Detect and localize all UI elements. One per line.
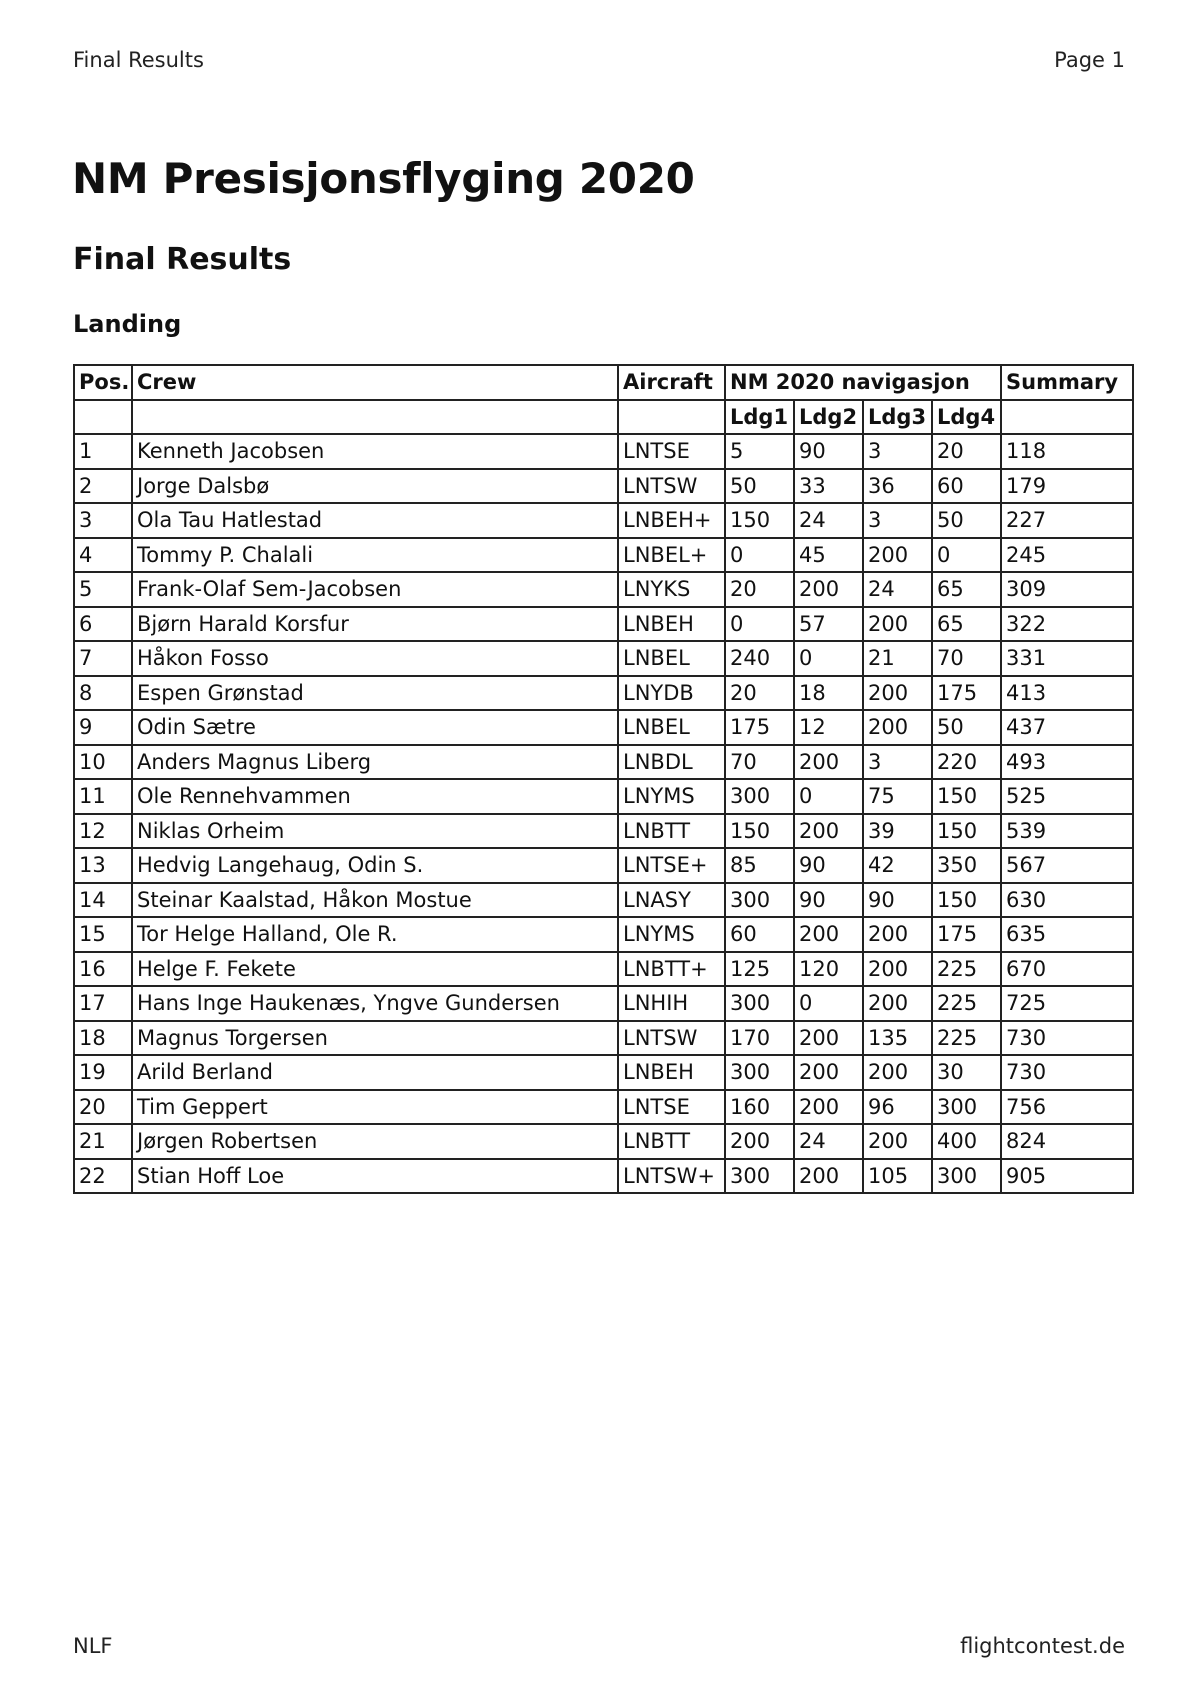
subheader-row [74, 400, 1133, 435]
cell-crew: Espen Grønstad [132, 676, 618, 711]
cell-pos: 17 [74, 986, 132, 1021]
results-table [73, 364, 1134, 1194]
cell-ldg2: 90 [794, 434, 863, 469]
cell-summary: 635 [1001, 917, 1133, 952]
table-row [74, 572, 1133, 607]
cell-aircraft: LNBTT [618, 814, 725, 849]
page-subtitle: Final Results [73, 242, 292, 277]
cell-ldg2: 18 [794, 676, 863, 711]
cell-crew: Arild Berland [132, 1055, 618, 1090]
cell-ldg3: 200 [863, 676, 932, 711]
cell-pos: 8 [74, 676, 132, 711]
table-row [74, 710, 1133, 745]
cell-ldg2: 120 [794, 952, 863, 987]
cell-crew: Odin Sætre [132, 710, 618, 745]
cell-pos: 18 [74, 1021, 132, 1056]
table-row [74, 848, 1133, 883]
cell-summary: 525 [1001, 779, 1133, 814]
table-row [74, 434, 1133, 469]
cell-crew: Niklas Orheim [132, 814, 618, 849]
cell-ldg4: 70 [932, 641, 1001, 676]
cell-aircraft: LNBDL [618, 745, 725, 780]
cell-crew: Ola Tau Hatlestad [132, 503, 618, 538]
cell-aircraft: LNHIH [618, 986, 725, 1021]
page-number: Page 1 [1054, 48, 1125, 72]
cell-summary: 227 [1001, 503, 1133, 538]
table-row [74, 883, 1133, 918]
cell-ldg3: 200 [863, 607, 932, 642]
cell-pos: 19 [74, 1055, 132, 1090]
cell-ldg3: 42 [863, 848, 932, 883]
cell-summary: 670 [1001, 952, 1133, 987]
cell-aircraft: LNBTT+ [618, 952, 725, 987]
table-row [74, 952, 1133, 987]
cell-ldg2: 0 [794, 986, 863, 1021]
cell-ldg1: 85 [725, 848, 794, 883]
cell-ldg1: 70 [725, 745, 794, 780]
cell-aircraft: LNBEH [618, 1055, 725, 1090]
cell-pos: 22 [74, 1159, 132, 1194]
cell-ldg4: 65 [932, 607, 1001, 642]
subheader-empty [618, 400, 725, 435]
cell-ldg4: 150 [932, 814, 1001, 849]
cell-ldg2: 200 [794, 1159, 863, 1194]
cell-ldg1: 0 [725, 538, 794, 573]
cell-ldg4: 175 [932, 676, 1001, 711]
cell-ldg3: 135 [863, 1021, 932, 1056]
cell-summary: 309 [1001, 572, 1133, 607]
cell-ldg3: 21 [863, 641, 932, 676]
header-group: NM 2020 navigasjon [725, 365, 1001, 400]
cell-ldg1: 125 [725, 952, 794, 987]
table-row [74, 1159, 1133, 1194]
cell-pos: 11 [74, 779, 132, 814]
cell-ldg3: 90 [863, 883, 932, 918]
subheader-ldg2: Ldg2 [794, 400, 863, 435]
cell-ldg1: 170 [725, 1021, 794, 1056]
cell-ldg3: 200 [863, 710, 932, 745]
section-title: Landing [73, 310, 182, 338]
cell-ldg4: 350 [932, 848, 1001, 883]
table-row [74, 1021, 1133, 1056]
subheader-ldg4: Ldg4 [932, 400, 1001, 435]
cell-ldg1: 300 [725, 779, 794, 814]
cell-aircraft: LNBEL [618, 710, 725, 745]
cell-aircraft: LNTSE+ [618, 848, 725, 883]
cell-ldg2: 90 [794, 883, 863, 918]
subheader-empty [74, 400, 132, 435]
table-row [74, 503, 1133, 538]
cell-ldg1: 50 [725, 469, 794, 504]
cell-pos: 9 [74, 710, 132, 745]
cell-summary: 905 [1001, 1159, 1133, 1194]
cell-ldg2: 33 [794, 469, 863, 504]
table-row [74, 1055, 1133, 1090]
cell-ldg3: 3 [863, 503, 932, 538]
cell-ldg4: 0 [932, 538, 1001, 573]
cell-pos: 14 [74, 883, 132, 918]
page-header-left: Final Results [73, 48, 204, 72]
cell-crew: Anders Magnus Liberg [132, 745, 618, 780]
cell-summary: 730 [1001, 1055, 1133, 1090]
table-row [74, 641, 1133, 676]
cell-pos: 3 [74, 503, 132, 538]
cell-summary: 245 [1001, 538, 1133, 573]
cell-summary: 413 [1001, 676, 1133, 711]
cell-summary: 824 [1001, 1124, 1133, 1159]
cell-ldg2: 24 [794, 1124, 863, 1159]
cell-summary: 493 [1001, 745, 1133, 780]
cell-crew: Frank-Olaf Sem-Jacobsen [132, 572, 618, 607]
cell-ldg1: 20 [725, 676, 794, 711]
cell-ldg3: 75 [863, 779, 932, 814]
cell-ldg3: 200 [863, 1055, 932, 1090]
cell-ldg1: 300 [725, 1159, 794, 1194]
subheader-empty [1001, 400, 1133, 435]
cell-crew: Bjørn Harald Korsfur [132, 607, 618, 642]
cell-aircraft: LNBTT [618, 1124, 725, 1159]
cell-crew: Tim Geppert [132, 1090, 618, 1125]
cell-summary: 331 [1001, 641, 1133, 676]
cell-aircraft: LNYMS [618, 917, 725, 952]
cell-ldg3: 3 [863, 434, 932, 469]
cell-aircraft: LNBEL+ [618, 538, 725, 573]
cell-crew: Hedvig Langehaug, Odin S. [132, 848, 618, 883]
table-row [74, 917, 1133, 952]
cell-ldg4: 300 [932, 1090, 1001, 1125]
cell-ldg2: 0 [794, 641, 863, 676]
header-aircraft: Aircraft [618, 365, 725, 400]
cell-ldg4: 220 [932, 745, 1001, 780]
cell-ldg1: 175 [725, 710, 794, 745]
cell-crew: Kenneth Jacobsen [132, 434, 618, 469]
cell-ldg4: 65 [932, 572, 1001, 607]
cell-ldg2: 200 [794, 745, 863, 780]
cell-ldg3: 36 [863, 469, 932, 504]
cell-ldg1: 300 [725, 883, 794, 918]
cell-crew: Ole Rennehvammen [132, 779, 618, 814]
cell-ldg4: 50 [932, 503, 1001, 538]
cell-aircraft: LNYKS [618, 572, 725, 607]
cell-ldg2: 200 [794, 1055, 863, 1090]
page-title: NM Presisjonsflyging 2020 [72, 154, 695, 203]
cell-ldg4: 20 [932, 434, 1001, 469]
cell-ldg1: 5 [725, 434, 794, 469]
cell-crew: Tor Helge Halland, Ole R. [132, 917, 618, 952]
cell-ldg2: 90 [794, 848, 863, 883]
cell-pos: 20 [74, 1090, 132, 1125]
cell-ldg3: 200 [863, 538, 932, 573]
table-row [74, 779, 1133, 814]
cell-ldg1: 0 [725, 607, 794, 642]
table-row [74, 814, 1133, 849]
cell-aircraft: LNTSE [618, 1090, 725, 1125]
cell-summary: 437 [1001, 710, 1133, 745]
cell-aircraft: LNTSE [618, 434, 725, 469]
cell-crew: Steinar Kaalstad, Håkon Mostue [132, 883, 618, 918]
cell-ldg4: 400 [932, 1124, 1001, 1159]
cell-ldg1: 60 [725, 917, 794, 952]
cell-pos: 2 [74, 469, 132, 504]
cell-crew: Tommy P. Chalali [132, 538, 618, 573]
cell-ldg3: 200 [863, 952, 932, 987]
cell-pos: 10 [74, 745, 132, 780]
cell-summary: 730 [1001, 1021, 1133, 1056]
subheader-empty [132, 400, 618, 435]
cell-ldg4: 300 [932, 1159, 1001, 1194]
cell-crew: Helge F. Fekete [132, 952, 618, 987]
cell-summary: 118 [1001, 434, 1133, 469]
cell-ldg4: 150 [932, 779, 1001, 814]
table-row [74, 745, 1133, 780]
table-row [74, 676, 1133, 711]
cell-summary: 322 [1001, 607, 1133, 642]
cell-ldg1: 20 [725, 572, 794, 607]
cell-ldg2: 45 [794, 538, 863, 573]
cell-pos: 15 [74, 917, 132, 952]
cell-ldg4: 30 [932, 1055, 1001, 1090]
cell-crew: Håkon Fosso [132, 641, 618, 676]
table-row [74, 469, 1133, 504]
cell-ldg3: 200 [863, 917, 932, 952]
header-row [74, 365, 1133, 400]
cell-summary: 179 [1001, 469, 1133, 504]
cell-summary: 567 [1001, 848, 1133, 883]
cell-aircraft: LNASY [618, 883, 725, 918]
table-row [74, 1090, 1133, 1125]
cell-summary: 539 [1001, 814, 1133, 849]
cell-summary: 756 [1001, 1090, 1133, 1125]
cell-ldg2: 200 [794, 917, 863, 952]
cell-aircraft: LNYDB [618, 676, 725, 711]
header-pos: Pos. [74, 365, 132, 400]
table-row [74, 986, 1133, 1021]
cell-pos: 7 [74, 641, 132, 676]
cell-pos: 12 [74, 814, 132, 849]
cell-pos: 4 [74, 538, 132, 573]
cell-ldg2: 57 [794, 607, 863, 642]
cell-ldg4: 225 [932, 1021, 1001, 1056]
cell-pos: 13 [74, 848, 132, 883]
cell-ldg4: 175 [932, 917, 1001, 952]
cell-pos: 16 [74, 952, 132, 987]
cell-ldg4: 150 [932, 883, 1001, 918]
cell-pos: 21 [74, 1124, 132, 1159]
cell-ldg1: 240 [725, 641, 794, 676]
cell-ldg2: 0 [794, 779, 863, 814]
cell-crew: Hans Inge Haukenæs, Yngve Gundersen [132, 986, 618, 1021]
cell-ldg2: 200 [794, 1090, 863, 1125]
header-summary: Summary [1001, 365, 1133, 400]
table-head [74, 365, 1133, 434]
cell-ldg3: 105 [863, 1159, 932, 1194]
table-row [74, 538, 1133, 573]
cell-ldg1: 160 [725, 1090, 794, 1125]
cell-ldg2: 200 [794, 1021, 863, 1056]
cell-summary: 725 [1001, 986, 1133, 1021]
cell-ldg2: 24 [794, 503, 863, 538]
cell-crew: Jørgen Robertsen [132, 1124, 618, 1159]
cell-ldg3: 200 [863, 1124, 932, 1159]
cell-ldg2: 200 [794, 814, 863, 849]
cell-ldg4: 225 [932, 952, 1001, 987]
cell-pos: 5 [74, 572, 132, 607]
cell-aircraft: LNTSW [618, 1021, 725, 1056]
cell-ldg1: 150 [725, 503, 794, 538]
cell-ldg2: 12 [794, 710, 863, 745]
table-row [74, 607, 1133, 642]
footer-right: flightcontest.de [960, 1634, 1125, 1658]
cell-ldg1: 300 [725, 986, 794, 1021]
cell-aircraft: LNTSW [618, 469, 725, 504]
cell-summary: 630 [1001, 883, 1133, 918]
footer-left: NLF [73, 1634, 113, 1658]
cell-aircraft: LNYMS [618, 779, 725, 814]
cell-aircraft: LNBEL [618, 641, 725, 676]
subheader-ldg3: Ldg3 [863, 400, 932, 435]
cell-pos: 6 [74, 607, 132, 642]
header-crew: Crew [132, 365, 618, 400]
cell-ldg1: 300 [725, 1055, 794, 1090]
cell-aircraft: LNBEH [618, 607, 725, 642]
subheader-ldg1: Ldg1 [725, 400, 794, 435]
cell-ldg4: 50 [932, 710, 1001, 745]
cell-crew: Stian Hoff Loe [132, 1159, 618, 1194]
cell-pos: 1 [74, 434, 132, 469]
table-row [74, 1124, 1133, 1159]
cell-ldg1: 150 [725, 814, 794, 849]
cell-aircraft: LNTSW+ [618, 1159, 725, 1194]
cell-ldg3: 96 [863, 1090, 932, 1125]
cell-ldg3: 24 [863, 572, 932, 607]
cell-crew: Magnus Torgersen [132, 1021, 618, 1056]
cell-ldg1: 200 [725, 1124, 794, 1159]
cell-ldg2: 200 [794, 572, 863, 607]
cell-ldg3: 200 [863, 986, 932, 1021]
cell-ldg3: 39 [863, 814, 932, 849]
cell-ldg4: 60 [932, 469, 1001, 504]
cell-crew: Jorge Dalsbø [132, 469, 618, 504]
table-body [74, 434, 1133, 1193]
cell-ldg3: 3 [863, 745, 932, 780]
cell-aircraft: LNBEH+ [618, 503, 725, 538]
cell-ldg4: 225 [932, 986, 1001, 1021]
